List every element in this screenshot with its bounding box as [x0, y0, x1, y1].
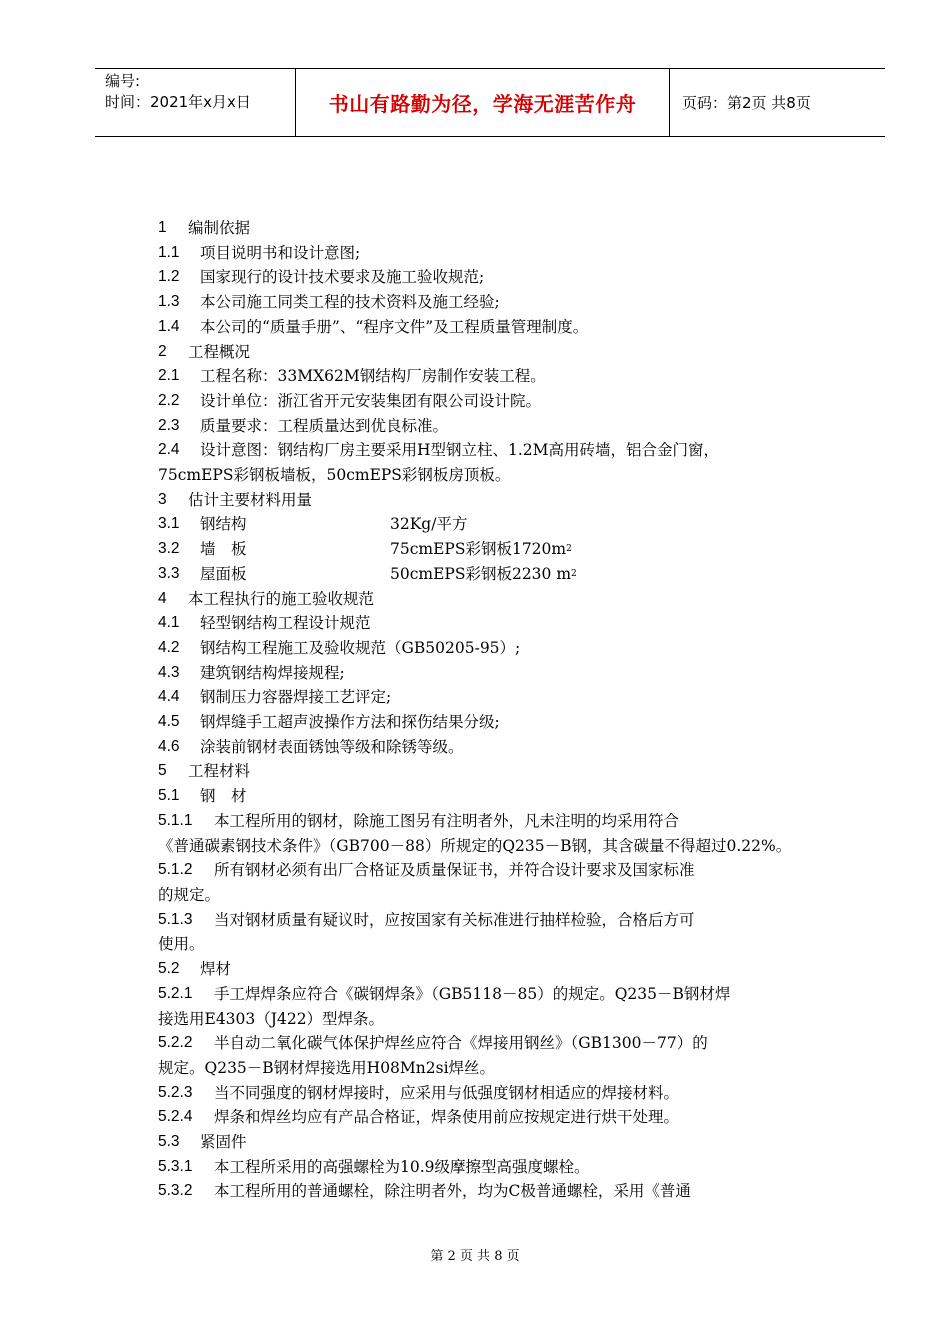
section-number: 5.1.1	[158, 811, 193, 829]
section-text: 工程概况	[188, 342, 251, 361]
materials-table	[158, 512, 834, 586]
section-text-continued: 使用。	[158, 935, 205, 954]
material-row	[158, 562, 834, 587]
section-text: 工程材料	[188, 762, 251, 781]
section-number: 2.4	[158, 441, 180, 459]
document-line	[158, 389, 834, 414]
document-line	[158, 438, 834, 487]
section-number: 5	[158, 762, 167, 780]
section-number: 1.4	[158, 317, 180, 335]
section-text: 钢制压力容器焊接工艺评定;	[200, 688, 392, 707]
section-text: 质量要求：工程质量达到优良标准。	[200, 416, 449, 435]
section-number: 1.3	[158, 293, 180, 311]
section-text: 本工程执行的施工验收规范	[188, 589, 375, 608]
document-line	[158, 1130, 834, 1155]
document-line	[158, 364, 834, 389]
section-number: 5.2.4	[158, 1108, 193, 1126]
document-line	[158, 759, 834, 784]
section-number: 5.1.3	[158, 910, 193, 928]
section-number: 4.1	[158, 614, 180, 632]
material-number: 3.2	[158, 540, 180, 558]
section-block-2	[158, 587, 834, 1205]
code-label: 编号:	[105, 72, 141, 90]
section-number: 2.3	[158, 416, 180, 434]
section-text: 编制依据	[188, 219, 251, 237]
document-line	[158, 1155, 834, 1180]
unit-superscript: 2	[566, 544, 572, 555]
section-text: 本公司的“质量手册”、“程序文件”及工程质量管理制度。	[200, 317, 589, 336]
section-text: 所有钢材必须有出厂合格证及质量保证书，并符合设计要求及国家标准	[214, 861, 695, 880]
section-number: 5.2.3	[158, 1083, 193, 1101]
section-number: 4.4	[158, 688, 180, 706]
section-text: 本工程所用的钢材，除施工图另有注明者外，凡未注明的均采用符合	[214, 811, 680, 830]
document-line	[158, 1031, 834, 1080]
section-text: 焊材	[200, 960, 232, 979]
document-line	[158, 957, 834, 982]
document-line	[158, 1179, 834, 1204]
section-text: 手工焊焊条应符合《碳钢焊条》（GB5118－85）的规定。Q235－B钢材焊	[214, 984, 731, 1003]
section-number: 4.3	[158, 663, 180, 681]
section-number: 2.2	[158, 391, 180, 409]
document-line	[158, 685, 834, 710]
section-text: 估计主要材料用量	[188, 490, 313, 509]
document-line	[158, 265, 834, 290]
section-text-continued: 规定。Q235－B钢材焊接选用H08Mn2si焊丝。	[158, 1058, 496, 1077]
section-block-1	[158, 216, 834, 512]
material-name: 屋面板	[200, 564, 247, 583]
document-line	[158, 1081, 834, 1106]
section-text-continued: 《普通碳素钢技术条件》（GB700－88）所规定的Q235－B钢，其含碳量不得超过0.22%。	[158, 836, 792, 855]
material-number: 3.1	[158, 515, 180, 533]
section-number: 1	[158, 219, 167, 236]
material-name: 墙 板	[200, 540, 247, 559]
document-line	[158, 636, 834, 661]
section-text: 工程名称：33MX62M钢结构厂房制作安装工程。	[200, 367, 546, 386]
section-number: 4.6	[158, 737, 180, 755]
section-number: 5.1	[158, 787, 180, 805]
section-text-continued: 接选用E4303（J422）型焊条。	[158, 1009, 385, 1028]
section-number: 5.2	[158, 960, 180, 978]
page-header	[95, 68, 885, 137]
section-text: 钢焊缝手工超声波操作方法和探伤结果分级;	[200, 713, 500, 732]
document-line	[158, 587, 834, 612]
document-line	[158, 315, 834, 340]
header-page-info: 页码：第2页 共8页	[682, 94, 811, 112]
document-line	[158, 710, 834, 735]
document-body	[158, 216, 834, 1204]
section-number: 5.3	[158, 1133, 180, 1151]
document-line	[158, 488, 834, 513]
section-number: 4	[158, 589, 167, 607]
page-footer: 第 2 页 共 8 页	[430, 1249, 520, 1264]
document-line	[158, 735, 834, 760]
section-number: 5.3.1	[158, 1157, 193, 1175]
time-label: 时间：2021年x月x日	[105, 93, 251, 111]
document-line	[158, 908, 834, 957]
document-line	[158, 340, 834, 365]
section-text: 钢结构工程施工及验收规范（GB50205-95）;	[200, 638, 521, 657]
section-number: 5.2.1	[158, 984, 193, 1002]
section-text: 本公司施工同类工程的技术资料及施工经验;	[200, 293, 500, 312]
section-number: 1.2	[158, 268, 180, 286]
section-text: 紧固件	[200, 1133, 247, 1152]
document-line	[158, 661, 834, 686]
section-text: 国家现行的设计技术要求及施工验收规范;	[200, 268, 485, 287]
document-line	[158, 290, 834, 315]
document-line	[158, 414, 834, 439]
material-row	[158, 537, 834, 562]
section-number: 5.2.2	[158, 1034, 193, 1052]
section-text: 本工程所采用的高强螺栓为10.9级摩擦型高强度螺栓。	[214, 1157, 590, 1176]
material-row	[158, 512, 834, 537]
section-text: 轻型钢结构工程设计规范	[200, 614, 371, 633]
material-number: 3.3	[158, 564, 180, 582]
section-number: 4.5	[158, 713, 180, 731]
section-text: 焊条和焊丝均应有产品合格证，焊条使用前应按规定进行烘干处理。	[214, 1108, 680, 1127]
section-number: 5.1.2	[158, 861, 193, 879]
document-line	[158, 216, 834, 241]
section-text: 设计意图：钢结构厂房主要采用H型钢立柱、1.2M高用砖墙，铝合金门窗，	[200, 441, 720, 460]
header-meta	[95, 69, 296, 136]
section-text: 涂装前钢材表面锈蚀等级和除锈等级。	[200, 737, 464, 756]
section-text: 建筑钢结构焊接规程;	[200, 663, 345, 682]
section-number: 5.3.2	[158, 1182, 193, 1200]
section-text-continued: 75cmEPS彩钢板墙板，50cmEPS彩钢板房顶板。	[158, 466, 511, 485]
section-text: 当对钢材质量有疑议时，应按国家有关标准进行抽样检验，合格后方可	[214, 910, 695, 929]
material-name: 钢结构	[200, 515, 247, 534]
section-number: 4.2	[158, 638, 180, 656]
section-number: 2	[158, 342, 167, 360]
section-text-continued: 的规定。	[158, 885, 221, 904]
document-line	[158, 858, 834, 907]
material-value: 32Kg/平方	[390, 515, 468, 534]
section-text: 本工程所用的普通螺栓，除注明者外，均为C极普通螺栓，采用《普通	[214, 1182, 691, 1201]
section-text: 钢 材	[200, 787, 247, 806]
section-number: 1.1	[158, 243, 180, 261]
section-number: 2.1	[158, 367, 180, 385]
material-value: 50cmEPS彩钢板2230 m	[390, 564, 572, 583]
document-line	[158, 611, 834, 636]
document-line	[158, 809, 834, 858]
section-number: 3	[158, 490, 167, 508]
document-line	[158, 1105, 834, 1130]
document-line	[158, 784, 834, 809]
section-text: 半自动二氧化碳气体保护焊丝应符合《焊接用钢丝》（GB1300－77）的	[214, 1034, 708, 1053]
section-text: 项目说明书和设计意图;	[200, 243, 361, 262]
document-line	[158, 982, 834, 1031]
document-line	[158, 241, 834, 266]
material-value: 75cmEPS彩钢板1720m	[390, 540, 567, 559]
section-text: 设计单位：浙江省开元安装集团有限公司设计院。	[200, 391, 542, 410]
unit-superscript: 2	[571, 568, 577, 579]
header-motto: 书山有路勤为径，学海无涯苦作舟	[296, 69, 670, 136]
section-text: 当不同强度的钢材焊接时，应采用与低强度钢材相适应的焊接材料。	[214, 1083, 680, 1102]
